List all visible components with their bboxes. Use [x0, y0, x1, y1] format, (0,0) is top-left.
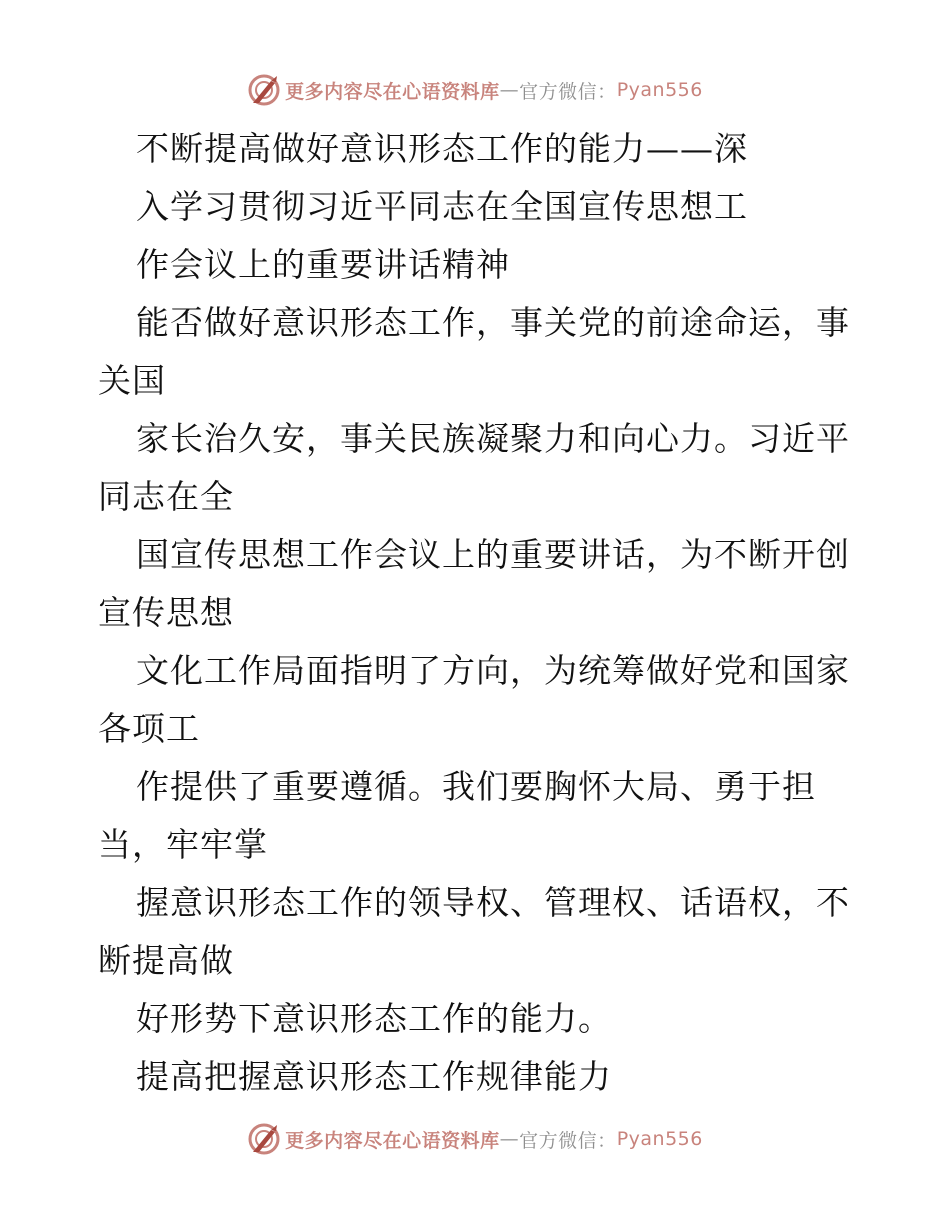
quill-pen-logo-icon [247, 73, 281, 107]
paragraph-line-wrap: 当，牢牢掌 [98, 825, 268, 864]
paragraph-line-wrap: 宣传思想 [98, 593, 234, 632]
paragraph-line: 家长治久安，事关民族凝聚力和向心力。习近平 [136, 419, 850, 458]
watermark-text: 更多内容尽在心语资料库 [285, 1129, 500, 1152]
title-line-3: 作会议上的重要讲话精神 [136, 245, 510, 284]
paragraph-line: 能否做好意识形态工作，事关党的前途命运，事 [136, 303, 850, 342]
watermark-text: 更多内容尽在心语资料库 [285, 80, 500, 103]
paragraph-line-wrap: 关国 [98, 361, 166, 400]
paragraph-line: 文化工作局面指明了方向，为统筹做好党和国家 [136, 651, 850, 690]
quill-pen-logo-icon [247, 1122, 281, 1156]
section-heading: 提高把握意识形态工作规律能力 [136, 1057, 612, 1096]
watermark-official-label: 官方微信： [519, 1129, 617, 1152]
title-line-1: 不断提高做好意识形态工作的能力——深 [136, 129, 748, 168]
watermark-separator: — [499, 79, 520, 101]
paragraph-line: 国宣传思想工作会议上的重要讲话，为不断开创 [136, 535, 850, 574]
watermark-separator: — [499, 1128, 520, 1150]
footer-watermark [0, 1119, 950, 1159]
paragraph-line-wrap: 断提高做 [98, 941, 234, 980]
document-body [98, 127, 858, 1113]
title-line-2: 入学习贯彻习近平同志在全国宣传思想工 [136, 187, 748, 226]
header-watermark [0, 70, 950, 110]
paragraph-line: 作提供了重要遵循。我们要胸怀大局、勇于担 [136, 767, 816, 806]
paragraph-line: 握意识形态工作的领导权、管理权、话语权，不 [136, 883, 850, 922]
watermark-wechat-id: Pyan556 [616, 79, 703, 101]
paragraph-line-wrap: 各项工 [98, 709, 200, 748]
watermark-official-label: 官方微信： [519, 80, 617, 103]
paragraph-line: 好形势下意识形态工作的能力。 [136, 999, 612, 1038]
paragraph-line-wrap: 同志在全 [98, 477, 234, 516]
watermark-wechat-id: Pyan556 [616, 1128, 703, 1150]
